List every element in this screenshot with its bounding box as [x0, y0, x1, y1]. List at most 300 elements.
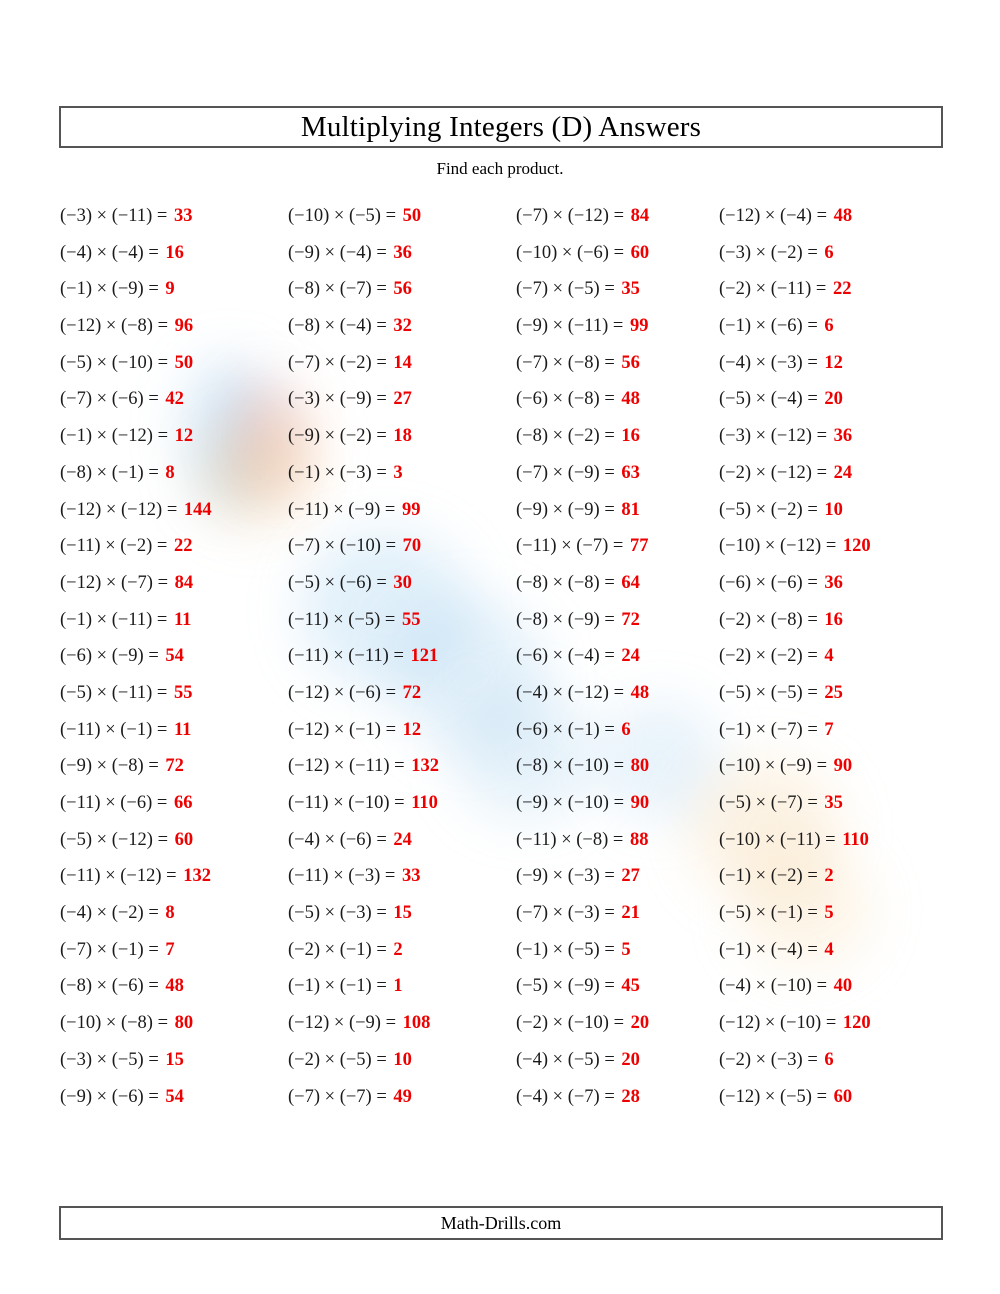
problem-answer: 84: [174, 572, 194, 593]
problem-expression: (−6) × (−4) =: [516, 646, 615, 667]
problem-expression: (−3) × (−9) =: [288, 389, 387, 410]
problem-expression: (−2) × (−3) =: [719, 1049, 818, 1070]
problem-answer: 12: [402, 719, 422, 740]
problem-answer: 7: [165, 939, 175, 960]
problem-expression: (−12) × (−4) =: [719, 206, 828, 226]
problem-expression: (−4) × (−7) =: [516, 1086, 615, 1107]
problem-expression: (−5) × (−3) =: [288, 903, 387, 924]
problem-row: [288, 235, 520, 272]
problem-answer: 72: [402, 682, 422, 703]
problem-expression: (−7) × (−8) =: [516, 352, 615, 373]
problem-expression: (−12) × (−8) =: [60, 316, 169, 337]
problem-expression: (−8) × (−2) =: [516, 426, 615, 447]
problem-row: [288, 712, 520, 749]
problem-row: [60, 712, 292, 749]
problem-answer: 48: [621, 389, 640, 410]
problem-expression: (−5) × (−6) =: [288, 572, 387, 593]
problem-answer: 50: [174, 352, 194, 373]
problem-row: [60, 968, 292, 1005]
problem-expression: (−12) × (−5) =: [719, 1086, 828, 1107]
problem-row: [719, 528, 959, 565]
problem-expression: (−3) × (−12) =: [719, 426, 828, 447]
problem-expression: (−4) × (−6) =: [288, 829, 387, 850]
problem-expression: (−6) × (−9) =: [60, 646, 159, 667]
problem-row: [60, 748, 292, 785]
problem-expression: (−5) × (−10) =: [60, 352, 169, 373]
problem-row: [60, 308, 292, 345]
problem-expression: (−11) × (−8) =: [516, 829, 624, 850]
problem-answer: 8: [165, 903, 175, 924]
problem-row: [719, 785, 959, 822]
problem-answer: 132: [183, 866, 211, 887]
problem-expression: (−4) × (−2) =: [60, 903, 159, 924]
problem-expression: (−11) × (−2) =: [60, 536, 168, 557]
problem-answer: 48: [630, 682, 650, 703]
problem-row: [719, 748, 959, 785]
footer-box: [59, 1206, 943, 1240]
problem-row: [516, 381, 726, 418]
problem-row: [288, 528, 520, 565]
problem-expression: (−7) × (−3) =: [516, 903, 615, 924]
problem-answer: 54: [165, 646, 184, 667]
problem-expression: (−9) × (−10) =: [516, 793, 625, 813]
problem-answer: 6: [824, 1049, 834, 1070]
problem-row: [516, 675, 726, 712]
problem-row: [516, 1005, 726, 1042]
problem-answer: 72: [621, 609, 640, 630]
problem-answer: 60: [174, 829, 194, 850]
problem-row: [60, 198, 292, 235]
problem-row: [719, 712, 959, 749]
problem-expression: (−11) × (−5) =: [288, 609, 396, 630]
problem-answer: 33: [401, 866, 421, 887]
problem-row: [516, 235, 726, 272]
problem-answer: 132: [411, 756, 439, 777]
problem-row: [60, 675, 292, 712]
problem-expression: (−10) × (−12) =: [719, 536, 837, 557]
problem-answer: 12: [824, 352, 843, 373]
problem-row: [60, 455, 292, 492]
problem-answer: 35: [824, 793, 843, 813]
problem-expression: (−10) × (−11) =: [719, 829, 836, 850]
problem-answer: 121: [410, 646, 439, 667]
problem-row: [516, 712, 726, 749]
problem-row: [516, 968, 726, 1005]
problem-row: [719, 1005, 959, 1042]
problem-row: [516, 748, 726, 785]
problem-expression: (−5) × (−1) =: [719, 903, 818, 924]
problem-row: [60, 858, 292, 895]
problem-row: [516, 492, 726, 529]
problem-row: [719, 235, 959, 272]
problem-answer: 9: [165, 279, 175, 300]
problem-row: [288, 638, 520, 675]
problem-expression: (−8) × (−4) =: [288, 316, 387, 337]
problem-expression: (−2) × (−12) =: [719, 462, 828, 483]
problem-row: [288, 418, 520, 455]
problem-answer: 81: [621, 499, 640, 520]
problem-row: [288, 675, 520, 712]
problem-answer: 108: [402, 1013, 431, 1034]
problem-answer: 56: [393, 279, 412, 300]
problem-expression: (−7) × (−1) =: [60, 939, 159, 960]
problem-row: [60, 235, 292, 272]
problem-answer: 11: [173, 719, 192, 740]
problem-answer: 5: [824, 903, 834, 924]
problem-answer: 36: [833, 426, 853, 447]
problem-expression: (−7) × (−5) =: [516, 279, 615, 300]
problem-row: [60, 785, 292, 822]
problem-answer: 49: [393, 1086, 412, 1107]
problem-expression: (−4) × (−10) =: [719, 976, 828, 997]
problem-row: [288, 822, 520, 859]
problem-expression: (−3) × (−2) =: [719, 242, 818, 263]
problem-expression: (−12) × (−12) =: [60, 499, 178, 520]
title-box: [59, 106, 943, 148]
problem-expression: (−2) × (−1) =: [288, 939, 387, 960]
problem-answer: 84: [630, 206, 650, 226]
problem-answer: 80: [630, 756, 650, 777]
problem-expression: (−9) × (−11) =: [516, 316, 624, 337]
problem-row: [288, 381, 520, 418]
problem-row: [516, 271, 726, 308]
problem-expression: (−7) × (−6) =: [60, 389, 159, 410]
problem-expression: (−8) × (−10) =: [516, 756, 625, 777]
problem-answer: 144: [183, 499, 212, 520]
problem-expression: (−5) × (−4) =: [719, 389, 818, 410]
problem-answer: 14: [393, 352, 412, 373]
problem-row: [60, 1079, 292, 1116]
problem-column-4: [719, 198, 959, 1115]
problem-row: [516, 528, 726, 565]
problem-answer: 2: [824, 866, 834, 887]
problem-expression: (−8) × (−6) =: [60, 976, 159, 997]
problem-column-3: [516, 198, 726, 1115]
problem-answer: 48: [833, 206, 853, 226]
problem-row: [719, 895, 959, 932]
problem-answer: 110: [411, 793, 438, 813]
problem-expression: (−5) × (−7) =: [719, 793, 818, 813]
problem-answer: 6: [824, 316, 834, 337]
problem-answer: 27: [621, 866, 640, 887]
problem-answer: 32: [393, 316, 412, 337]
problem-answer: 18: [393, 426, 412, 447]
problem-row: [719, 932, 959, 969]
problem-answer: 88: [629, 829, 649, 850]
problem-answer: 36: [393, 242, 412, 263]
problem-row: [60, 565, 292, 602]
problem-expression: (−2) × (−2) =: [719, 646, 818, 667]
problem-row: [60, 345, 292, 382]
problem-expression: (−9) × (−6) =: [60, 1086, 159, 1107]
problem-expression: (−1) × (−3) =: [288, 462, 387, 483]
problem-answer: 10: [824, 499, 843, 520]
problem-expression: (−7) × (−12) =: [516, 206, 625, 226]
page-title: Multiplying Integers (D) Answers: [300, 110, 702, 143]
problem-row: [288, 308, 520, 345]
problem-expression: (−11) × (−7) =: [516, 536, 624, 557]
problem-answer: 8: [165, 462, 175, 483]
problem-row: [60, 1005, 292, 1042]
problem-row: [719, 638, 959, 675]
problem-row: [60, 271, 292, 308]
problem-expression: (−11) × (−10) =: [288, 793, 405, 813]
problem-expression: (−7) × (−2) =: [288, 352, 387, 373]
problem-answer: 2: [393, 939, 403, 960]
problem-expression: (−11) × (−12) =: [60, 866, 177, 887]
problem-row: [288, 785, 520, 822]
problem-row: [516, 602, 726, 639]
problem-row: [516, 638, 726, 675]
problem-expression: (−2) × (−11) =: [719, 279, 827, 300]
problem-answer: 48: [165, 976, 184, 997]
problem-row: [60, 1042, 292, 1079]
problem-answer: 96: [174, 316, 194, 337]
problem-answer: 56: [621, 352, 640, 373]
problem-answer: 22: [173, 536, 193, 557]
problem-row: [60, 528, 292, 565]
problem-expression: (−6) × (−8) =: [516, 389, 615, 410]
problem-row: [288, 932, 520, 969]
problem-expression: (−10) × (−6) =: [516, 242, 625, 263]
problem-row: [288, 198, 520, 235]
problem-answer: 42: [165, 389, 184, 410]
problem-row: [516, 345, 726, 382]
problem-expression: (−5) × (−9) =: [516, 976, 615, 997]
problem-expression: (−4) × (−3) =: [719, 352, 818, 373]
problem-row: [719, 345, 959, 382]
problem-row: [288, 1042, 520, 1079]
problem-expression: (−8) × (−7) =: [288, 279, 387, 300]
problem-answer: 60: [630, 242, 650, 263]
problem-expression: (−4) × (−4) =: [60, 242, 159, 263]
footer-attribution: Math-Drills.com: [440, 1212, 562, 1233]
problem-expression: (−5) × (−2) =: [719, 499, 818, 520]
problem-answer: 120: [842, 536, 871, 557]
problem-expression: (−1) × (−4) =: [719, 939, 818, 960]
problem-expression: (−9) × (−8) =: [60, 756, 159, 777]
problem-expression: (−5) × (−5) =: [719, 682, 818, 703]
problem-answer: 99: [401, 499, 421, 520]
problem-row: [516, 565, 726, 602]
problem-expression: (−12) × (−10) =: [719, 1013, 837, 1034]
problem-row: [719, 455, 959, 492]
problem-row: [719, 418, 959, 455]
problem-row: [288, 602, 520, 639]
problem-expression: (−10) × (−9) =: [719, 756, 828, 777]
problem-answer: 11: [173, 609, 192, 630]
problem-answer: 30: [393, 572, 412, 593]
problem-expression: (−4) × (−5) =: [516, 1049, 615, 1070]
problem-row: [60, 492, 292, 529]
problem-expression: (−6) × (−1) =: [516, 719, 615, 740]
problem-expression: (−11) × (−1) =: [60, 719, 168, 740]
problem-answer: 40: [833, 976, 853, 997]
problem-expression: (−10) × (−8) =: [60, 1013, 169, 1034]
problem-answer: 66: [173, 793, 193, 813]
problem-row: [516, 895, 726, 932]
problem-column-1: [60, 198, 292, 1115]
problem-row: [288, 1079, 520, 1116]
problem-expression: (−2) × (−5) =: [288, 1049, 387, 1070]
problem-answer: 99: [629, 316, 649, 337]
problem-expression: (−8) × (−9) =: [516, 609, 615, 630]
problem-row: [288, 565, 520, 602]
problem-row: [288, 455, 520, 492]
problem-row: [516, 198, 726, 235]
problem-row: [516, 858, 726, 895]
problem-expression: (−1) × (−9) =: [60, 279, 159, 300]
problem-answer: 90: [833, 756, 853, 777]
problem-answer: 33: [173, 206, 193, 226]
problem-row: [60, 822, 292, 859]
problem-row: [60, 932, 292, 969]
problem-expression: (−1) × (−12) =: [60, 426, 169, 447]
problem-expression: (−5) × (−11) =: [60, 682, 168, 703]
problem-answer: 55: [401, 609, 421, 630]
problem-expression: (−8) × (−1) =: [60, 462, 159, 483]
problem-expression: (−12) × (−7) =: [60, 572, 169, 593]
problem-answer: 35: [621, 279, 640, 300]
problem-row: [719, 968, 959, 1005]
problem-row: [719, 381, 959, 418]
problem-row: [516, 932, 726, 969]
problem-row: [60, 602, 292, 639]
problem-answer: 63: [621, 462, 640, 483]
problem-row: [288, 858, 520, 895]
problem-answer: 20: [824, 389, 843, 410]
problem-row: [719, 198, 959, 235]
problem-row: [719, 822, 959, 859]
problem-row: [288, 968, 520, 1005]
problem-answer: 4: [824, 939, 834, 960]
problem-expression: (−6) × (−6) =: [719, 572, 818, 593]
problem-expression: (−9) × (−2) =: [288, 426, 387, 447]
problem-answer: 20: [621, 1049, 640, 1070]
problem-expression: (−11) × (−6) =: [60, 793, 168, 813]
problem-row: [288, 271, 520, 308]
problem-expression: (−1) × (−2) =: [719, 866, 818, 887]
problem-expression: (−12) × (−11) =: [288, 756, 405, 777]
problem-row: [719, 858, 959, 895]
problem-answer: 15: [165, 1049, 184, 1070]
problem-answer: 12: [174, 426, 194, 447]
problem-answer: 24: [621, 646, 640, 667]
problem-answer: 120: [842, 1013, 871, 1034]
problem-row: [60, 418, 292, 455]
problem-answer: 27: [393, 389, 412, 410]
problem-answer: 24: [833, 462, 853, 483]
problem-answer: 60: [833, 1086, 853, 1107]
problem-answer: 54: [165, 1086, 184, 1107]
problem-row: [719, 565, 959, 602]
problem-row: [516, 1079, 726, 1116]
problem-answer: 15: [393, 903, 412, 924]
problem-answer: 20: [630, 1013, 650, 1034]
problem-expression: (−12) × (−1) =: [288, 719, 397, 740]
problem-answer: 25: [824, 682, 843, 703]
problem-expression: (−9) × (−4) =: [288, 242, 387, 263]
problem-row: [719, 308, 959, 345]
problem-answer: 21: [621, 903, 640, 924]
problem-row: [288, 748, 520, 785]
problem-expression: (−11) × (−11) =: [288, 646, 404, 667]
problem-row: [719, 1042, 959, 1079]
problem-row: [516, 1042, 726, 1079]
problem-answer: 6: [824, 242, 834, 263]
problem-row: [516, 785, 726, 822]
problem-answer: 70: [402, 536, 422, 557]
problem-row: [719, 675, 959, 712]
problem-expression: (−7) × (−9) =: [516, 462, 615, 483]
problem-expression: (−3) × (−11) =: [60, 206, 168, 226]
problem-answer: 1: [393, 976, 403, 997]
problem-row: [60, 895, 292, 932]
problem-answer: 55: [173, 682, 193, 703]
problem-answer: 77: [629, 536, 649, 557]
problem-answer: 16: [621, 426, 640, 447]
problem-row: [719, 492, 959, 529]
problem-answer: 72: [165, 756, 184, 777]
problem-expression: (−1) × (−11) =: [60, 609, 168, 630]
problem-answer: 5: [621, 939, 631, 960]
problem-expression: (−8) × (−8) =: [516, 572, 615, 593]
problem-answer: 10: [393, 1049, 412, 1070]
problem-row: [516, 822, 726, 859]
problem-answer: 6: [621, 719, 631, 740]
problem-answer: 28: [621, 1086, 640, 1107]
problem-row: [516, 418, 726, 455]
problem-expression: (−3) × (−5) =: [60, 1049, 159, 1070]
problem-row: [60, 381, 292, 418]
problem-row: [719, 1079, 959, 1116]
problem-row: [516, 455, 726, 492]
problem-answer: 24: [393, 829, 412, 850]
problem-answer: 80: [174, 1013, 194, 1034]
problem-expression: (−11) × (−3) =: [288, 866, 396, 887]
problem-row: [288, 492, 520, 529]
problem-expression: (−7) × (−10) =: [288, 536, 397, 557]
problem-row: [288, 345, 520, 382]
problem-answer: 64: [621, 572, 640, 593]
problem-expression: (−1) × (−1) =: [288, 976, 387, 997]
problem-expression: (−12) × (−6) =: [288, 682, 397, 703]
problem-row: [60, 638, 292, 675]
problem-expression: (−1) × (−5) =: [516, 939, 615, 960]
instructions-text: Find each product.: [436, 159, 564, 178]
problem-answer: 3: [393, 462, 403, 483]
problem-answer: 16: [824, 609, 843, 630]
problem-expression: (−11) × (−9) =: [288, 499, 396, 520]
problem-answer: 16: [165, 242, 184, 263]
problem-expression: (−1) × (−6) =: [719, 316, 818, 337]
problem-answer: 36: [824, 572, 843, 593]
problem-answer: 50: [402, 206, 422, 226]
problem-expression: (−5) × (−12) =: [60, 829, 169, 850]
problem-answer: 45: [621, 976, 640, 997]
problem-row: [288, 1005, 520, 1042]
problem-expression: (−1) × (−7) =: [719, 719, 818, 740]
problem-expression: (−9) × (−3) =: [516, 866, 615, 887]
problem-row: [719, 602, 959, 639]
problem-row: [288, 895, 520, 932]
problem-answer: 110: [842, 829, 869, 850]
problem-expression: (−2) × (−10) =: [516, 1013, 625, 1034]
problem-row: [516, 308, 726, 345]
problem-answer: 4: [824, 646, 834, 667]
problem-answer: 22: [832, 279, 852, 300]
problem-expression: (−4) × (−12) =: [516, 682, 625, 703]
